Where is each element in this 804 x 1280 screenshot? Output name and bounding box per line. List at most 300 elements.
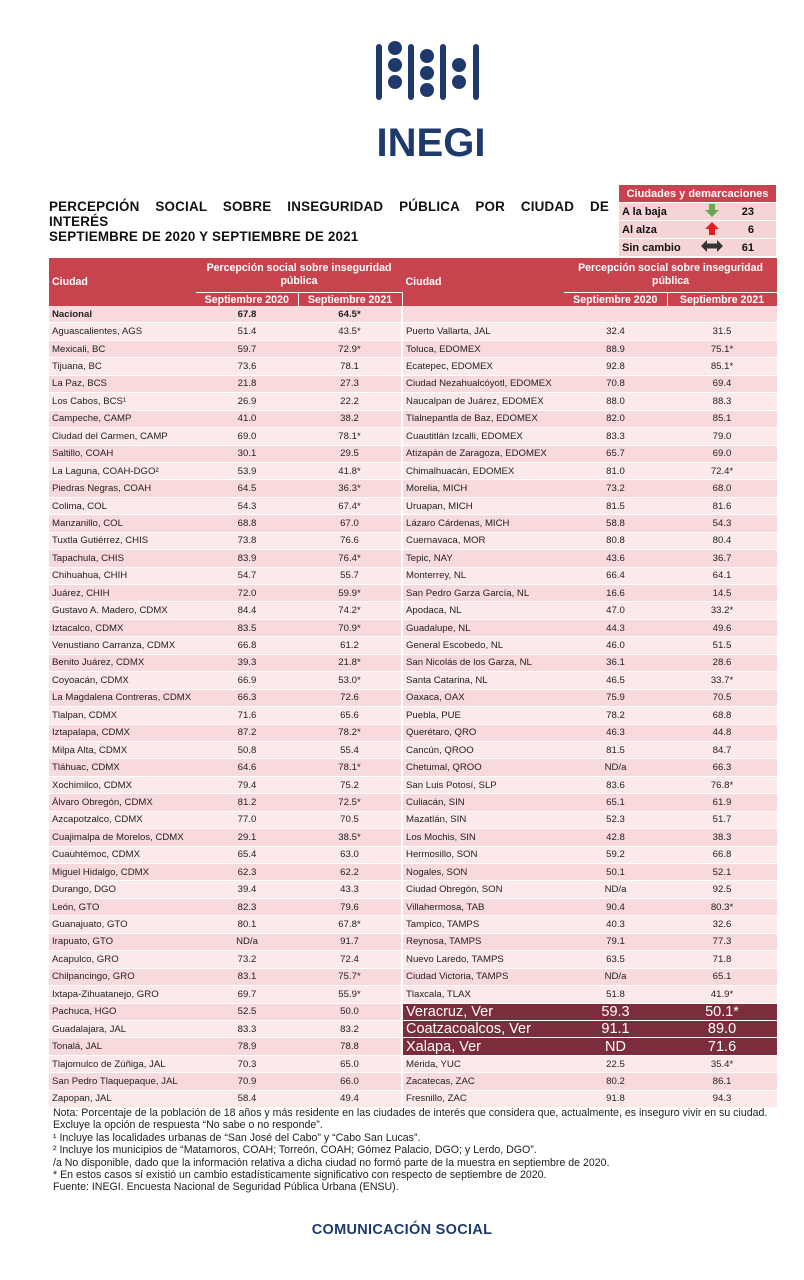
city-name: Acapulco, GRO [49, 951, 196, 968]
city-name: Coyoacán, CDMX [49, 672, 196, 689]
inegi-logo [370, 38, 492, 168]
city-name: Nuevo Laredo, TAMPS [402, 951, 564, 968]
city-name: San Pedro Garza García, NL [402, 585, 564, 602]
value-2020: 65.7 [564, 445, 667, 462]
table-row [49, 462, 777, 479]
value-2021: 68.0 [667, 480, 777, 497]
city-name: Xochimilco, CDMX [49, 776, 196, 793]
value-2020: 16.6 [564, 585, 667, 602]
value-2021: 49.4 [298, 1090, 402, 1107]
city-name: Fresnillo, ZAC [402, 1090, 564, 1107]
value-2020: 78.2 [564, 707, 667, 724]
value-2020: 59.2 [564, 846, 667, 863]
value-2020: 22.5 [564, 1055, 667, 1072]
value-2020: 52.5 [196, 1003, 298, 1020]
value-2020: 70.9 [196, 1073, 298, 1090]
city-name: Ixtapa-Zihuatanejo, GRO [49, 986, 196, 1003]
value-2021: 64.5* [298, 306, 402, 323]
value-2021: 78.1 [298, 358, 402, 375]
value-2020: 82.0 [564, 410, 667, 427]
city-name: Los Cabos, BCS¹ [49, 393, 196, 410]
value-2021: 79.0 [667, 428, 777, 445]
value-2021: 54.3 [667, 515, 777, 532]
value-2020: 26.9 [196, 393, 298, 410]
value-2021: 27.3 [298, 375, 402, 392]
city-name: Saltillo, COAH [49, 445, 196, 462]
value-2021: 43.5* [298, 323, 402, 340]
city-name: Milpa Alta, CDMX [49, 741, 196, 758]
city-name: Veracruz, Ver [402, 1003, 564, 1020]
table-row [49, 497, 777, 514]
note-significant: * En estos casos sí existió un cambio estadísticamente significativo con respecto de septiembre de 2020. [53, 1169, 547, 1182]
note-source: Fuente: INEGI. Encuesta Nacional de Seguridad Pública Urbana (ENSU). [53, 1181, 399, 1194]
value-2020: 88.9 [564, 340, 667, 357]
table-row [49, 428, 777, 445]
value-2021: 67.0 [298, 515, 402, 532]
value-2021: 76.4* [298, 550, 402, 567]
city-name: Toluca, EDOMEX [402, 340, 564, 357]
city-name: Ecatepec, EDOMEX [402, 358, 564, 375]
value-2020: 91.8 [564, 1090, 667, 1107]
value-2021 [667, 306, 777, 323]
city-name: Los Mochis, SIN [402, 829, 564, 846]
value-2020: 47.0 [564, 602, 667, 619]
value-2021: 49.6 [667, 619, 777, 636]
value-2020: 54.3 [196, 497, 298, 514]
city-name: Venustiano Carranza, CDMX [49, 637, 196, 654]
col-2020-right: Septiembre 2020 [564, 293, 667, 307]
city-name: Tlalpan, CDMX [49, 707, 196, 724]
value-2021: 62.2 [298, 864, 402, 881]
col-group-left: Percepción social sobre inseguridad pública [196, 258, 402, 293]
city-name: Mérida, YUC [402, 1055, 564, 1072]
col-group-right: Percepción social sobre inseguridad pública [564, 258, 777, 293]
value-2021: 32.6 [667, 916, 777, 933]
value-2020: 73.6 [196, 358, 298, 375]
city-name: Guadalupe, NL [402, 619, 564, 636]
city-name: Zacatecas, ZAC [402, 1073, 564, 1090]
value-2020: ND/a [564, 881, 667, 898]
legend-row-down [619, 203, 776, 221]
value-2021: 55.9* [298, 986, 402, 1003]
legend-label-same: Sin cambio [619, 239, 689, 257]
city-name [402, 306, 564, 323]
value-2020: 78.9 [196, 1038, 298, 1055]
value-2021: 92.5 [667, 881, 777, 898]
value-2021: 65.6 [298, 707, 402, 724]
notes [53, 1107, 783, 1194]
table-row [49, 759, 777, 776]
value-2020: 90.4 [564, 898, 667, 915]
table-row [49, 532, 777, 549]
city-name: Mazatlán, SIN [402, 811, 564, 828]
value-2020: 64.6 [196, 759, 298, 776]
city-name: Xalapa, Ver [402, 1038, 564, 1055]
value-2020: 66.3 [196, 689, 298, 706]
city-name: León, GTO [49, 898, 196, 915]
city-name: Puerto Vallarta, JAL [402, 323, 564, 340]
table-row [49, 550, 777, 567]
value-2021: 66.8 [667, 846, 777, 863]
table-row [49, 741, 777, 758]
city-name: Tonalá, JAL [49, 1038, 196, 1055]
value-2020: 81.2 [196, 794, 298, 811]
value-2020: 83.3 [196, 1020, 298, 1037]
city-name: Tlajomulco de Zúñiga, JAL [49, 1055, 196, 1072]
city-name: La Magdalena Contreras, CDMX [49, 689, 196, 706]
arrow-up-icon [705, 222, 719, 235]
value-2021: 78.8 [298, 1038, 402, 1055]
value-2021: 67.8* [298, 916, 402, 933]
city-name: Uruapan, MICH [402, 497, 564, 514]
value-2021: 84.7 [667, 741, 777, 758]
city-name: Tijuana, BC [49, 358, 196, 375]
city-name: Ciudad Obregón, SON [402, 881, 564, 898]
value-2021: 41.9* [667, 986, 777, 1003]
title-line-3: SEPTIEMBRE DE 2020 Y SEPTIEMBRE DE 2021 [49, 229, 359, 244]
city-name: Cuautitlán Izcalli, EDOMEX [402, 428, 564, 445]
city-name: Manzanillo, COL [49, 515, 196, 532]
city-name: Tapachula, CHIS [49, 550, 196, 567]
table-row [49, 1020, 777, 1037]
value-2020: ND/a [196, 933, 298, 950]
value-2020: 71.6 [196, 707, 298, 724]
city-name: Guanajuato, GTO [49, 916, 196, 933]
value-2021: 36.3* [298, 480, 402, 497]
value-2020: 52.3 [564, 811, 667, 828]
table-row [49, 654, 777, 671]
city-name: Benito Juárez, CDMX [49, 654, 196, 671]
value-2021: 51.7 [667, 811, 777, 828]
value-2021: 63.0 [298, 846, 402, 863]
table-row [49, 689, 777, 706]
table-row [49, 445, 777, 462]
value-2021: 94.3 [667, 1090, 777, 1107]
value-2021: 52.1 [667, 864, 777, 881]
table-row [49, 846, 777, 863]
value-2020: 58.4 [196, 1090, 298, 1107]
value-2021: 78.2* [298, 724, 402, 741]
value-2021: 36.7 [667, 550, 777, 567]
table-row [49, 358, 777, 375]
city-name: Tláhuac, CDMX [49, 759, 196, 776]
value-2021: 77.3 [667, 933, 777, 950]
city-name: Durango, DGO [49, 881, 196, 898]
table-row [49, 619, 777, 636]
value-2021: 79.6 [298, 898, 402, 915]
value-2020: 69.0 [196, 428, 298, 445]
legend-value-same: 61 [735, 239, 776, 257]
table-row [49, 637, 777, 654]
city-name: Chihuahua, CHIH [49, 567, 196, 584]
value-2020: 83.1 [196, 968, 298, 985]
double-arrow-icon [701, 240, 723, 252]
value-2020: 41.0 [196, 410, 298, 427]
city-name: Iztacalco, CDMX [49, 619, 196, 636]
value-2020: 88.0 [564, 393, 667, 410]
value-2021: 67.4* [298, 497, 402, 514]
city-name: Cancún, QROO [402, 741, 564, 758]
value-2020: 53.9 [196, 462, 298, 479]
city-name: Mexicali, BC [49, 340, 196, 357]
city-name: Aguascalientes, AGS [49, 323, 196, 340]
city-name: Atizapán de Zaragoza, EDOMEX [402, 445, 564, 462]
table-row [49, 916, 777, 933]
table-row [49, 933, 777, 950]
table-row [49, 410, 777, 427]
value-2021: 85.1* [667, 358, 777, 375]
table-row [49, 986, 777, 1003]
value-2021: 22.2 [298, 393, 402, 410]
value-2021: 66.0 [298, 1073, 402, 1090]
value-2021: 38.5* [298, 829, 402, 846]
value-2021: 61.9 [667, 794, 777, 811]
city-name: Tepic, NAY [402, 550, 564, 567]
value-2021: 74.2* [298, 602, 402, 619]
city-name: Puebla, PUE [402, 707, 564, 724]
value-2021: 72.9* [298, 340, 402, 357]
value-2020: 80.1 [196, 916, 298, 933]
city-name: General Escobedo, NL [402, 637, 564, 654]
value-2020: 75.9 [564, 689, 667, 706]
value-2021: 29.5 [298, 445, 402, 462]
value-2020: ND [564, 1038, 667, 1055]
city-name: San Nicolás de los Garza, NL [402, 654, 564, 671]
table-row-national [49, 306, 777, 323]
city-name: Iztapalapa, CDMX [49, 724, 196, 741]
value-2020: 80.8 [564, 532, 667, 549]
table-row [49, 567, 777, 584]
col-2020-left: Septiembre 2020 [196, 293, 298, 307]
value-2020: ND/a [564, 968, 667, 985]
city-name: Zapopan, JAL [49, 1090, 196, 1107]
city-name: La Paz, BCS [49, 375, 196, 392]
value-2020: 70.8 [564, 375, 667, 392]
title-line-1: PERCEPCIÓN SOCIAL SOBRE INSEGURIDAD PÚBLICA POR CIUDAD DE [49, 199, 609, 214]
city-name: Irapuato, GTO [49, 933, 196, 950]
value-2020: 77.0 [196, 811, 298, 828]
value-2020: 40.3 [564, 916, 667, 933]
value-2020: 66.9 [196, 672, 298, 689]
value-2020: 83.6 [564, 776, 667, 793]
value-2021: 72.4 [298, 951, 402, 968]
city-name: San Luis Potosí, SLP [402, 776, 564, 793]
city-name: Gustavo A. Madero, CDMX [49, 602, 196, 619]
note-2: ² Incluye los municipios de “Matamoros, COAH; Torreón, COAH; Gómez Palacio, DGO; y Lerdo, DGO”. [53, 1144, 537, 1157]
table-row [49, 1073, 777, 1090]
inegi-logo-text: INEGI [376, 121, 486, 165]
city-name: La Laguna, COAH-DGO² [49, 462, 196, 479]
value-2020: 63.5 [564, 951, 667, 968]
value-2020: 66.8 [196, 637, 298, 654]
value-2021: 55.7 [298, 567, 402, 584]
value-2021: 88.3 [667, 393, 777, 410]
city-name: Ciudad del Carmen, CAMP [49, 428, 196, 445]
city-name: Ciudad Nezahualcóyotl, EDOMEX [402, 375, 564, 392]
page-title [49, 199, 609, 244]
value-2020: 81.0 [564, 462, 667, 479]
value-2021: 91.7 [298, 933, 402, 950]
value-2020: 82.3 [196, 898, 298, 915]
city-name: Cuernavaca, MOR [402, 532, 564, 549]
table-row [49, 829, 777, 846]
value-2020: 81.5 [564, 497, 667, 514]
value-2021: 75.2 [298, 776, 402, 793]
city-name: Chetumal, QROO [402, 759, 564, 776]
value-2020: 65.4 [196, 846, 298, 863]
value-2020: 43.6 [564, 550, 667, 567]
table-row [49, 968, 777, 985]
city-name: Cuauhtémoc, CDMX [49, 846, 196, 863]
arrow-down-icon [705, 204, 719, 217]
value-2021: 71.6 [667, 1038, 777, 1055]
value-2020: 65.1 [564, 794, 667, 811]
table-row [49, 323, 777, 340]
value-2021: 78.1* [298, 428, 402, 445]
city-name: Santa Catarina, NL [402, 672, 564, 689]
city-name: Miguel Hidalgo, CDMX [49, 864, 196, 881]
city-name: Ciudad Victoria, TAMPS [402, 968, 564, 985]
legend-value-up: 6 [735, 221, 776, 239]
value-2021: 35.4* [667, 1055, 777, 1072]
table-row [49, 724, 777, 741]
city-name: Monterrey, NL [402, 567, 564, 584]
value-2020: 67.8 [196, 306, 298, 323]
value-2021: 66.3 [667, 759, 777, 776]
value-2021: 76.8* [667, 776, 777, 793]
value-2021: 80.3* [667, 898, 777, 915]
city-name: Álvaro Obregón, CDMX [49, 794, 196, 811]
value-2021: 72.6 [298, 689, 402, 706]
title-line-2: INTERÉS [49, 214, 109, 229]
value-2021: 31.5 [667, 323, 777, 340]
value-2020: 62.3 [196, 864, 298, 881]
value-2020: 32.4 [564, 323, 667, 340]
footer-label: COMUNICACIÓN SOCIAL [311, 1222, 493, 1238]
city-name: San Pedro Tlaquepaque, JAL [49, 1073, 196, 1090]
city-name: Tlaxcala, TLAX [402, 986, 564, 1003]
value-2020: 39.3 [196, 654, 298, 671]
value-2021: 72.5* [298, 794, 402, 811]
value-2021: 69.0 [667, 445, 777, 462]
city-name: Apodaca, NL [402, 602, 564, 619]
value-2020: 46.3 [564, 724, 667, 741]
value-2020: 59.3 [564, 1003, 667, 1020]
legend-value-down: 23 [735, 203, 776, 221]
value-2021: 75.1* [667, 340, 777, 357]
table-row [49, 794, 777, 811]
value-2021: 78.1* [298, 759, 402, 776]
value-2020: 73.2 [564, 480, 667, 497]
table-row [49, 707, 777, 724]
value-2021: 80.4 [667, 532, 777, 549]
table-row [49, 515, 777, 532]
city-name: Nacional [49, 306, 196, 323]
city-name: Coatzacoalcos, Ver [402, 1020, 564, 1037]
value-2021: 70.5 [298, 811, 402, 828]
note-1: ¹ Incluye las localidades urbanas de “San José del Cabo” y “Cabo San Lucas”. [53, 1131, 421, 1144]
table-row [49, 1038, 777, 1055]
table-row [49, 340, 777, 357]
legend-row-up [619, 221, 776, 239]
value-2021: 43.3 [298, 881, 402, 898]
value-2020: 51.8 [564, 986, 667, 1003]
value-2021: 72.4* [667, 462, 777, 479]
city-name: Hermosillo, SON [402, 846, 564, 863]
value-2021: 38.2 [298, 410, 402, 427]
city-name: Chilpancingo, GRO [49, 968, 196, 985]
value-2021: 70.5 [667, 689, 777, 706]
value-2021: 89.0 [667, 1020, 777, 1037]
table-row [49, 881, 777, 898]
table-row [49, 951, 777, 968]
value-2020 [564, 306, 667, 323]
value-2020: 30.1 [196, 445, 298, 462]
value-2021: 61.2 [298, 637, 402, 654]
value-2020: 79.4 [196, 776, 298, 793]
city-name: Colima, COL [49, 497, 196, 514]
value-2021: 71.8 [667, 951, 777, 968]
value-2021: 33.7* [667, 672, 777, 689]
table-row [49, 898, 777, 915]
value-2021: 14.5 [667, 585, 777, 602]
city-name: Lázaro Cárdenas, MICH [402, 515, 564, 532]
col-city-left: Ciudad [49, 258, 196, 306]
table-row [49, 585, 777, 602]
value-2021: 65.0 [298, 1055, 402, 1072]
city-name: Tuxtla Gutiérrez, CHIS [49, 532, 196, 549]
value-2020: 44.3 [564, 619, 667, 636]
value-2020: 70.3 [196, 1055, 298, 1072]
city-name: Querétaro, QRO [402, 724, 564, 741]
city-name: Tlalnepantla de Baz, EDOMEX [402, 410, 564, 427]
city-name: Culiacán, SIN [402, 794, 564, 811]
value-2020: 73.2 [196, 951, 298, 968]
value-2020: 69.7 [196, 986, 298, 1003]
city-name: Cuajimalpa de Morelos, CDMX [49, 829, 196, 846]
city-name: Reynosa, TAMPS [402, 933, 564, 950]
value-2020: 81.5 [564, 741, 667, 758]
col-city-right: Ciudad [402, 258, 564, 306]
value-2021: 38.3 [667, 829, 777, 846]
value-2020: 46.5 [564, 672, 667, 689]
value-2020: 36.1 [564, 654, 667, 671]
value-2021: 65.1 [667, 968, 777, 985]
value-2020: 72.0 [196, 585, 298, 602]
value-2020: 87.2 [196, 724, 298, 741]
city-name: Juárez, CHIH [49, 585, 196, 602]
city-name: Chimalhuacán, EDOMEX [402, 462, 564, 479]
city-name: Morelia, MICH [402, 480, 564, 497]
value-2021: 64.1 [667, 567, 777, 584]
table-row [49, 375, 777, 392]
value-2021: 21.8* [298, 654, 402, 671]
perception-table [49, 258, 778, 1108]
value-2020: 50.8 [196, 741, 298, 758]
value-2020: 64.5 [196, 480, 298, 497]
legend-label-down: A la baja [619, 203, 689, 221]
value-2021: 50.1* [667, 1003, 777, 1020]
value-2020: 58.8 [564, 515, 667, 532]
value-2021: 75.7* [298, 968, 402, 985]
col-2021-right: Septiembre 2021 [667, 293, 777, 307]
value-2021: 86.1 [667, 1073, 777, 1090]
value-2021: 85.1 [667, 410, 777, 427]
value-2021: 28.6 [667, 654, 777, 671]
table-row [49, 602, 777, 619]
city-name: Piedras Negras, COAH [49, 480, 196, 497]
table-row [49, 672, 777, 689]
